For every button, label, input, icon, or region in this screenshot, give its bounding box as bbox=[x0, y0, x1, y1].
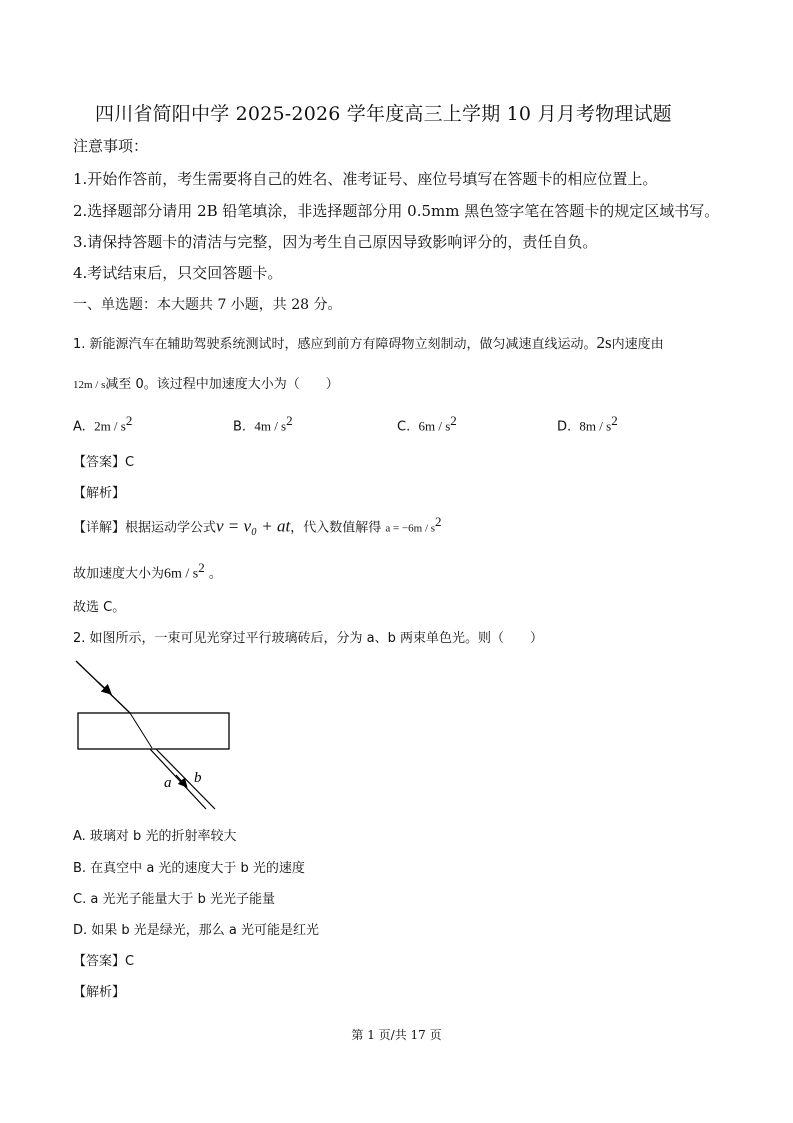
q1-option-d-label: D. bbox=[557, 419, 572, 435]
page-title: 四川省简阳中学 2025-2026 学年度高三上学期 10 月月考物理试题 bbox=[95, 103, 672, 125]
q1-option-d: D. $8m / s^2$ bbox=[557, 413, 618, 435]
q1-stem-line2 bbox=[73, 373, 339, 392]
q1-stem-part2: 内速度由 bbox=[611, 337, 664, 352]
q1-detail-part1: 【详解】根据运动学公式 bbox=[73, 520, 217, 536]
q1-detail-formula: v = v₀ + at bbox=[216, 516, 291, 536]
page-footer: 第 1 页/共 17 页 bbox=[351, 1028, 442, 1042]
q1-detail: 【详解】根据运动学公式v = v₀ + at，代入数值解得 $a = -6m / s^2$ bbox=[73, 514, 442, 536]
q1-analysis: 【解析】 bbox=[73, 486, 126, 501]
notice-item-1: 1.开始作答前，考生需要将自己的姓名、准考证号、座位号填写在答题卡的相应位置上。 bbox=[73, 170, 658, 188]
section-heading: 一、单选题：本大题共 7 小题，共 28 分。 bbox=[73, 297, 342, 313]
q1-stem-speed: 12m / s bbox=[73, 379, 106, 391]
q1-conclusion-part1: 故加速度大小为 bbox=[73, 566, 165, 582]
q2-glass-slab bbox=[78, 713, 229, 749]
q1-choice: 故选 C。 bbox=[73, 600, 126, 615]
q1-stem-line1 bbox=[73, 333, 664, 353]
q2-option-c: C. a 光光子能量大于 b 光光子能量 bbox=[73, 892, 275, 907]
q2-incident-arrow bbox=[98, 682, 110, 693]
q1-option-c: C. $6m / s^2$ bbox=[397, 413, 457, 435]
q1-option-d-value: 8m / s bbox=[579, 418, 612, 434]
q1-option-c-label: C. bbox=[397, 419, 411, 435]
q1-option-b-label: B. bbox=[233, 419, 247, 435]
q1-conclusion-value: 6m / s bbox=[164, 566, 199, 582]
q1-option-a: A. $2m / s^2$ bbox=[73, 413, 133, 435]
q2-option-b: B. 在真空中 a 光的速度大于 b 光的速度 bbox=[73, 861, 305, 876]
q1-option-b: B. $4m / s^2$ bbox=[233, 413, 293, 435]
q2-label-b: b bbox=[194, 770, 202, 786]
q1-option-a-value: 2m / s bbox=[94, 418, 126, 434]
q1-option-c-value: 6m / s bbox=[418, 418, 451, 434]
q1-detail-part2: ，代入数值解得 bbox=[290, 520, 382, 536]
q1-stem-part1: 1. 新能源汽车在辅助驾驶系统测试时，感应到前方有障碍物立刻制动，做匀减速直线运动。 bbox=[73, 337, 597, 352]
q2-analysis: 【解析】 bbox=[73, 985, 126, 1000]
q2-label-a: a bbox=[164, 775, 172, 791]
q2-ray-arrow bbox=[176, 775, 186, 786]
q2-refracted-ray bbox=[130, 713, 152, 748]
notice-item-3: 3.请保持答题卡的清洁与完整，因为考生自己原因导致影响评分的，责任自负。 bbox=[73, 233, 598, 251]
notice-heading: 注意事项： bbox=[73, 137, 149, 155]
q1-conclusion: 故加速度大小为$6m / s^2$ 。 bbox=[73, 560, 222, 582]
q1-stem-part3: 减至 0。该过程中加速度大小为（ ） bbox=[105, 377, 339, 392]
q1-option-a-label: A. bbox=[73, 419, 86, 435]
q1-detail-result: a = −6m / s bbox=[385, 522, 436, 535]
q2-option-d: D. 如果 b 光是绿光，那么 a 光可能是红光 bbox=[73, 923, 320, 938]
q2-option-a: A. 玻璃对 b 光的折射率较大 bbox=[73, 829, 237, 844]
notice-item-4: 4.考试结束后，只交回答题卡。 bbox=[73, 264, 283, 282]
q1-conclusion-part2: 。 bbox=[208, 566, 222, 582]
q1-answer: 【答案】C bbox=[73, 455, 135, 470]
q2-answer: 【答案】C bbox=[73, 954, 135, 969]
q1-option-b-value: 4m / s bbox=[254, 418, 287, 434]
q1-stem-time: 2s bbox=[596, 333, 612, 352]
q2-glass-slab-diagram bbox=[70, 655, 240, 815]
notice-item-2: 2.选择题部分请用 2B 铅笔填涂，非选择题部分用 0.5mm 黑色签字笔在答题卡的规定区域书写。 bbox=[73, 202, 720, 220]
q2-stem: 2. 如图所示，一束可见光穿过平行玻璃砖后，分为 a、b 两束单色光。则（ ） bbox=[73, 631, 544, 646]
